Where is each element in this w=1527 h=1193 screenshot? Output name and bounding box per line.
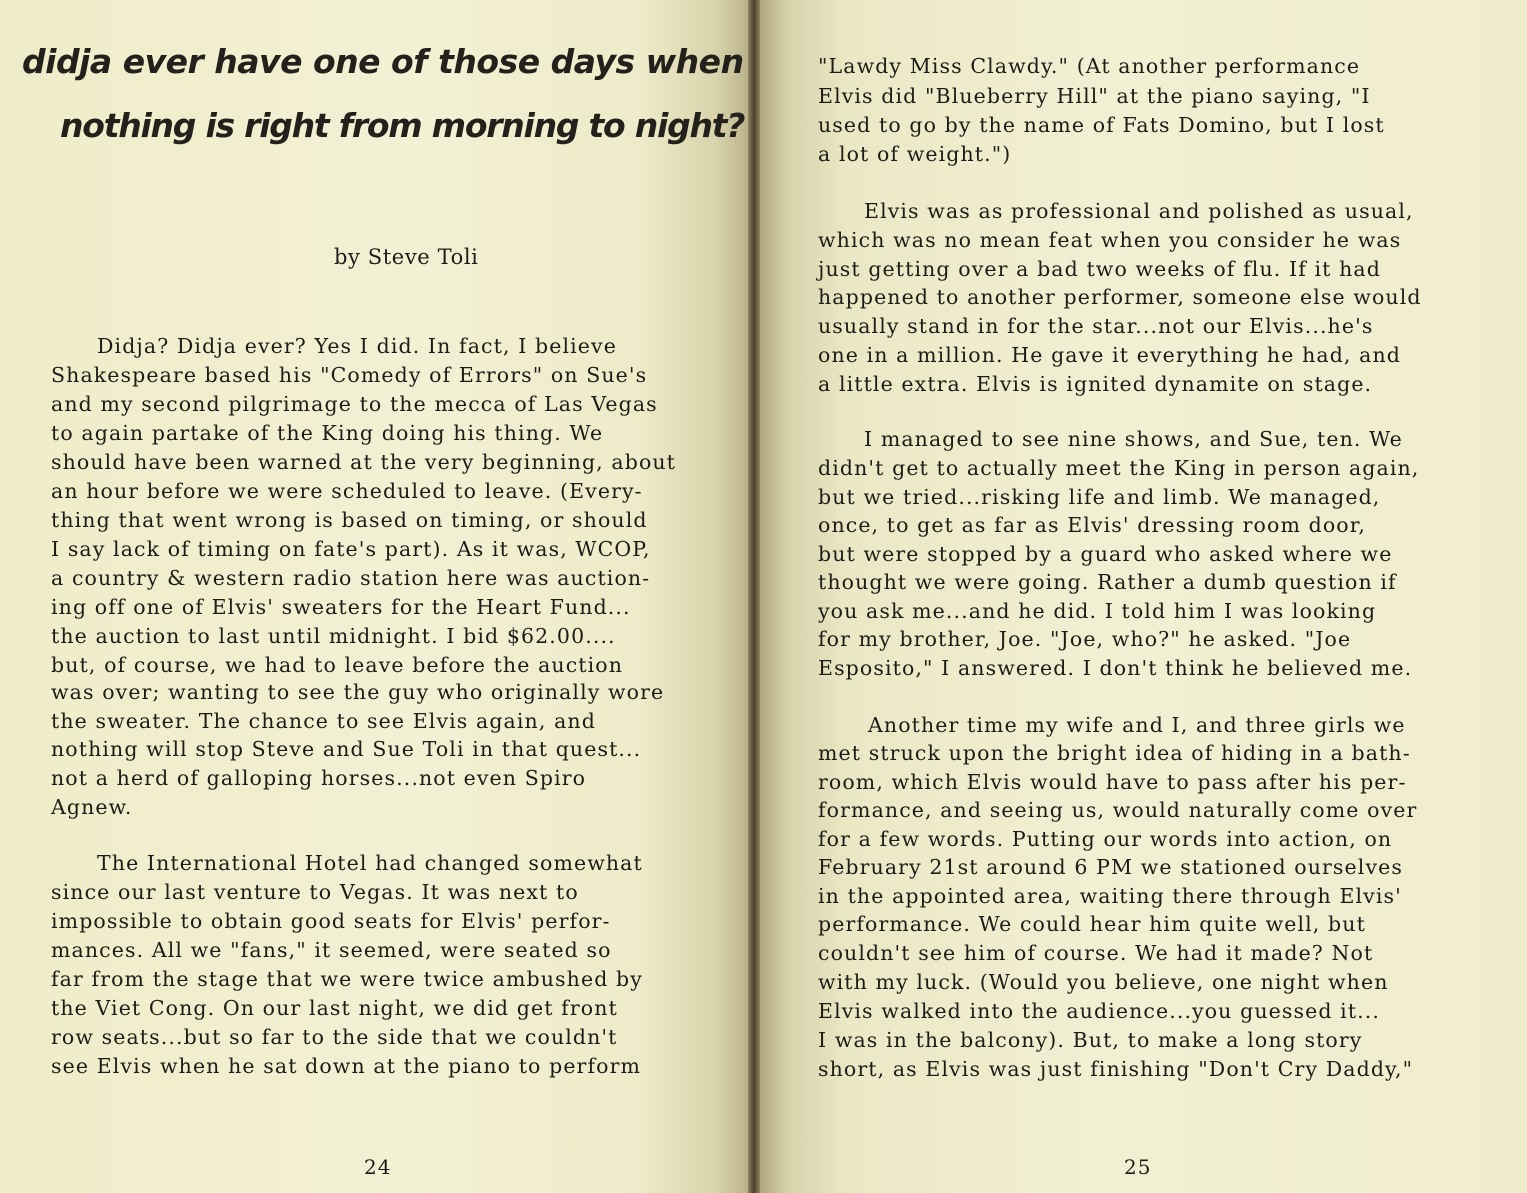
text-line: since our last venture to Vegas. It was next to bbox=[51, 880, 579, 904]
text-line: Agnew. bbox=[51, 795, 133, 819]
text-line: for a few words. Putting our words into action, on bbox=[818, 827, 1393, 851]
text-line: short, as Elvis was just finishing "Don't Cry Daddy," bbox=[818, 1057, 1414, 1081]
text-line: Another time my wife and I, and three girls we bbox=[868, 713, 1406, 737]
text-line: an hour before we were scheduled to leave. (Every- bbox=[51, 479, 643, 503]
text-line: I say lack of timing on fate's part). As it was, WCOP, bbox=[51, 537, 651, 561]
text-line: couldn't see him of course. We had it made? Not bbox=[818, 941, 1374, 965]
text-line: used to go by the name of Fats Domino, but I lost bbox=[818, 113, 1385, 137]
text-line: the Viet Cong. On our last night, we did get front bbox=[51, 996, 618, 1020]
text-line: a little extra. Elvis is ignited dynamite on stage. bbox=[818, 372, 1373, 396]
text-line: happened to another performer, someone else would bbox=[818, 285, 1422, 309]
text-line: in the appointed area, waiting there through Elvis' bbox=[818, 884, 1402, 908]
text-line: see Elvis when he sat down at the piano to perform bbox=[51, 1054, 642, 1078]
text-line: formance, and seeing us, would naturally come over bbox=[818, 798, 1418, 822]
text-line: usually stand in for the star...not our Elvis...he's bbox=[818, 314, 1374, 338]
text-line: I managed to see nine shows, and Sue, ten. We bbox=[864, 427, 1403, 451]
text-line: Elvis was as professional and polished as usual, bbox=[864, 199, 1414, 223]
text-line: met struck upon the bright idea of hiding in a bath- bbox=[818, 741, 1411, 765]
text-line: with my luck. (Would you believe, one night when bbox=[818, 970, 1389, 994]
article-title-line-2: nothing is right from morning to night? bbox=[60, 106, 745, 145]
text-line: a country & western radio station here was auction- bbox=[51, 566, 651, 590]
page-number: 24 bbox=[364, 1155, 392, 1179]
text-line: Elvis did "Blueberry Hill" at the piano saying, "I bbox=[818, 84, 1371, 108]
page-number: 25 bbox=[1124, 1155, 1152, 1179]
text-line: Elvis walked into the audience...you guessed it... bbox=[818, 999, 1381, 1023]
text-line: the auction to last until midnight. I bid $62.00.... bbox=[51, 624, 616, 648]
text-line: nothing will stop Steve and Sue Toli in that quest... bbox=[51, 737, 642, 761]
text-line: row seats...but so far to the side that we couldn't bbox=[51, 1025, 618, 1049]
text-line: Didja? Didja ever? Yes I did. In fact, I believe bbox=[97, 334, 617, 358]
book-gutter bbox=[748, 0, 760, 1193]
text-line: Shakespeare based his "Comedy of Errors" on Sue's bbox=[51, 363, 648, 387]
text-line: you ask me...and he did. I told him I was looking bbox=[818, 599, 1377, 623]
text-line: was over; wanting to see the guy who originally wore bbox=[51, 680, 665, 704]
text-line: February 21st around 6 PM we stationed ourselves bbox=[818, 855, 1403, 879]
text-line: "Lawdy Miss Clawdy." (At another performance bbox=[818, 54, 1361, 78]
text-line: but were stopped by a guard who asked where we bbox=[818, 542, 1393, 566]
text-line: the sweater. The chance to see Elvis again, and bbox=[51, 709, 596, 733]
article-title-line-1: didja ever have one of those days when bbox=[22, 42, 744, 81]
text-line: I was in the balcony). But, to make a long story bbox=[818, 1028, 1363, 1052]
text-line: far from the stage that we were twice ambushed by bbox=[51, 967, 643, 991]
text-line: thing that went wrong is based on timing, or should bbox=[51, 508, 648, 532]
text-line: not a herd of galloping horses...not even Spiro bbox=[51, 766, 587, 790]
text-line: a lot of weight.") bbox=[818, 142, 1012, 166]
text-line: should have been warned at the very beginning, about bbox=[51, 450, 677, 474]
text-line: but, of course, we had to leave before the auction bbox=[51, 653, 624, 677]
text-line: for my brother, Joe. "Joe, who?" he asked. "Joe bbox=[818, 627, 1352, 651]
byline: by Steve Toli bbox=[334, 245, 479, 269]
text-line: The International Hotel had changed somewhat bbox=[97, 851, 643, 875]
text-line: thought we were going. Rather a dumb question if bbox=[818, 570, 1397, 594]
text-line: and my second pilgrimage to the mecca of Las Vegas bbox=[51, 392, 658, 416]
left-page bbox=[0, 0, 752, 1193]
text-line: just getting over a bad two weeks of flu. If it had bbox=[818, 257, 1381, 281]
text-line: room, which Elvis would have to pass after his per- bbox=[818, 770, 1407, 794]
text-line: but we tried...risking life and limb. We managed, bbox=[818, 485, 1381, 509]
text-line: Esposito," I answered. I don't think he believed me. bbox=[818, 656, 1413, 680]
text-line: performance. We could hear him quite well, but bbox=[818, 912, 1366, 936]
text-line: one in a million. He gave it everything he had, and bbox=[818, 343, 1402, 367]
right-page bbox=[756, 0, 1527, 1193]
text-line: to again partake of the King doing his thing. We bbox=[51, 421, 604, 445]
text-line: ing off one of Elvis' sweaters for the Heart Fund... bbox=[51, 595, 631, 619]
text-line: didn't get to actually meet the King in person again, bbox=[818, 456, 1420, 480]
text-line: impossible to obtain good seats for Elvis' perfor- bbox=[51, 909, 611, 933]
text-line: mances. All we "fans," it seemed, were seated so bbox=[51, 938, 612, 962]
text-line: which was no mean feat when you consider he was bbox=[818, 228, 1402, 252]
text-line: once, to get as far as Elvis' dressing room door, bbox=[818, 513, 1366, 537]
